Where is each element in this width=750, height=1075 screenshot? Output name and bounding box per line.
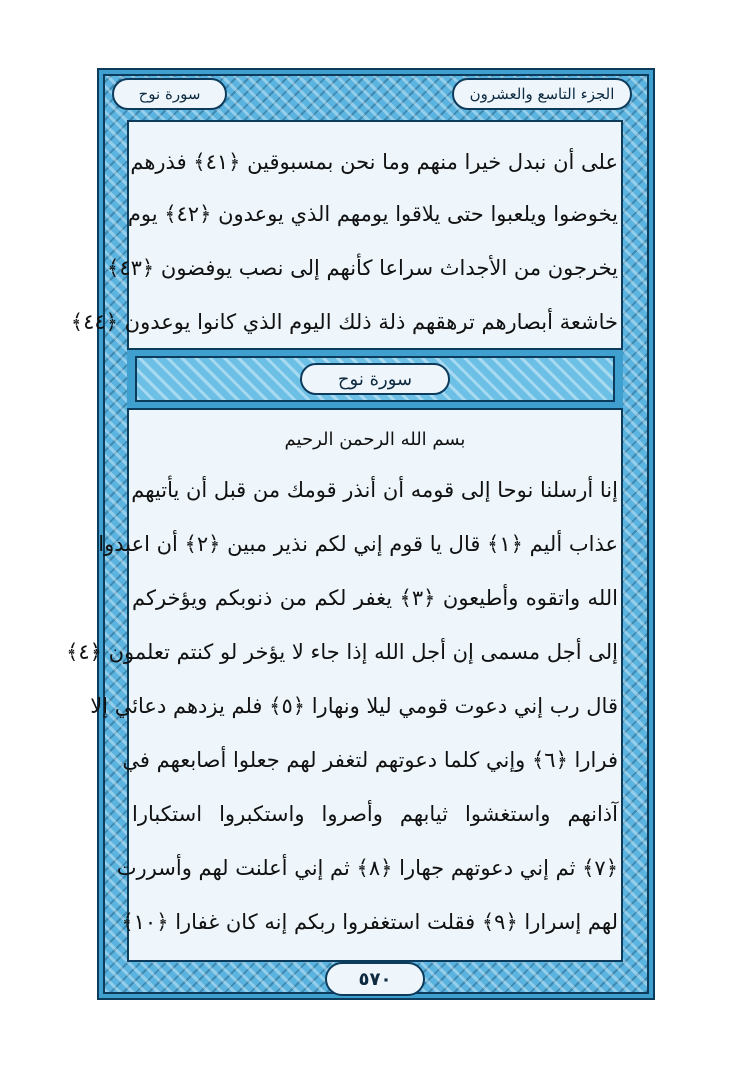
text-line: إلى أجل مسمى إن أجل الله إذا جاء لا يؤخر لو كنتم تعلمون ﴿٤﴾: [66, 640, 618, 664]
surah-header-label: سورة نوح: [112, 78, 227, 110]
banner-ornament: [135, 356, 615, 402]
surah-banner: [127, 348, 623, 410]
text-line: يخرجون من الأجداث سراعا كأنهم إلى نصب يوفضون ﴿٤٣﴾: [107, 256, 618, 280]
text-line: الله واتقوه وأطيعون ﴿٣﴾ يغفر لكم من ذنوبكم ويؤخركم: [132, 586, 618, 610]
juz-label: الجزء التاسع والعشرون: [452, 78, 632, 110]
text-line: ﴿٧﴾ ثم إني دعوتهم جهارا ﴿٨﴾ ثم إني أعلنت لهم وأسررت: [116, 856, 618, 880]
page-number: ٥٧٠: [325, 962, 425, 996]
text-line: قال رب إني دعوت قومي ليلا ونهارا ﴿٥﴾ فلم يزدهم دعائي إلا: [90, 694, 618, 718]
surah-title: سورة نوح: [300, 363, 450, 395]
text-line: لهم إسرارا ﴿٩﴾ فقلت استغفروا ربكم إنه كان غفارا ﴿١٠﴾: [121, 910, 618, 934]
text-line: إنا أرسلنا نوحا إلى قومه أن أنذر قومك من قبل أن يأتيهم: [131, 478, 618, 502]
text-line: على أن نبدل خيرا منهم وما نحن بمسبوقين ﴿٤١﴾ فذرهم: [130, 150, 618, 174]
text-line: عذاب أليم ﴿١﴾ قال يا قوم إني لكم نذير مبين ﴿٢﴾ أن اعبدوا: [98, 532, 618, 556]
text-line: فرارا ﴿٦﴾ وإني كلما دعوتهم لتغفر لهم جعلوا أصابعهم في: [122, 748, 618, 772]
text-line: آذانهم واستغشوا ثيابهم وأصروا واستكبروا استكبارا: [132, 802, 618, 826]
text-line: يخوضوا ويلعبوا حتى يلاقوا يومهم الذي يوعدون ﴿٤٢﴾ يوم: [127, 202, 618, 226]
text-line: خاشعة أبصارهم ترهقهم ذلة ذلك اليوم الذي كانوا يوعدون ﴿٤٤﴾: [70, 310, 618, 334]
basmala: بسم الله الرحمن الرحيم: [284, 429, 466, 450]
